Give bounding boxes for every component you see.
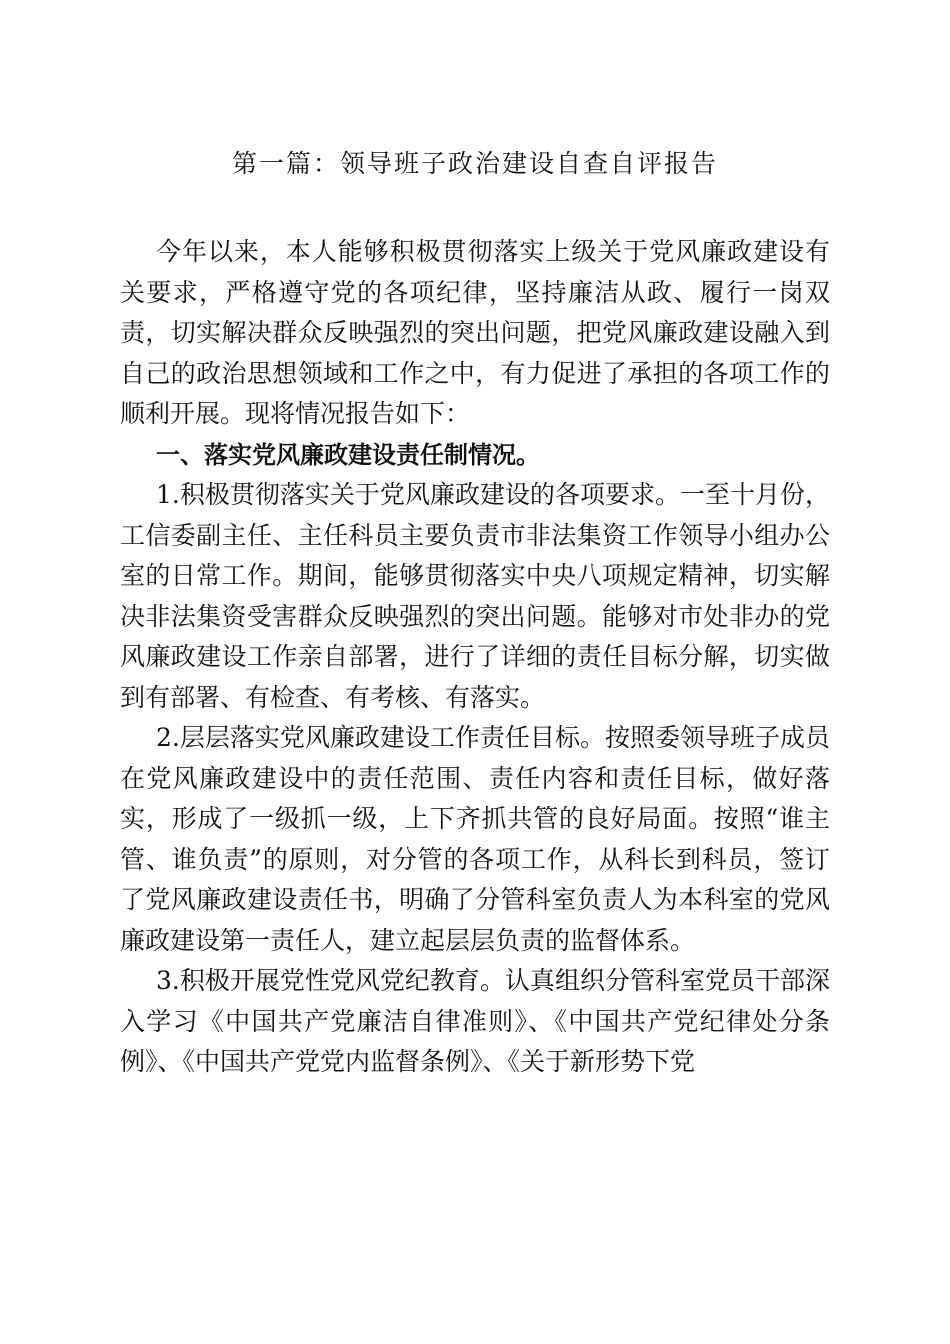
section-item-1: 1.积极贯彻落实关于党风廉政建设的各项要求。一至十月份，工信委副主任、主任科员主要负责市非法集资工作领导小组办公室的日常工作。期间，能够贯彻落实中央八项规定精神，切实解决非法集资受害群众反映强烈的突出问题。能够对市处非办的党风廉政建设工作亲自部署，进行了详细的责任目标分解，切实做到有部署、有检查、有考核、有落实。 bbox=[120, 480, 830, 712]
intro-paragraph: 今年以来，本人能够积极贯彻落实上级关于党风廉政建设有关要求，严格遵守党的各项纪律，坚持廉洁从政、履行一岗双责，切实解决群众反映强烈的突出问题，把党风廉政建设融入到自己的政治思想领域和工作之中，有力促进了承担的各项工作的顺利开展。现将情况报告如下： bbox=[120, 237, 830, 428]
document-title: 第一篇：领导班子政治建设自查自评报告 bbox=[231, 149, 718, 178]
section-item-2: 2.层层落实党风廉政建设工作责任目标。按照委领导班子成员在党风廉政建设中的责任范围、责任内容和责任目标，做好落实，形成了一级抓一级，上下齐抓共管的良好局面。按照“谁主管、谁负责”的原则，对分管的各项工作，从科长到科员，签订了党风廉政建设责任书，明确了分管科室负责人为本科室的党风廉政建设第一责任人，建立起层层负责的监督体系。 bbox=[120, 723, 830, 955]
document-body bbox=[120, 232, 830, 1083]
section-heading: 一、落实党风廉政建设责任制情况。 bbox=[156, 440, 540, 469]
section-item-3: 3.积极开展党性党风党纪教育。认真组织分管科室党员干部深入学习《中国共产党廉洁自律准则》、《中国共产党纪律处分条例》、《中国共产党党内监督条例》、《关于新形势下党 bbox=[120, 966, 830, 1076]
